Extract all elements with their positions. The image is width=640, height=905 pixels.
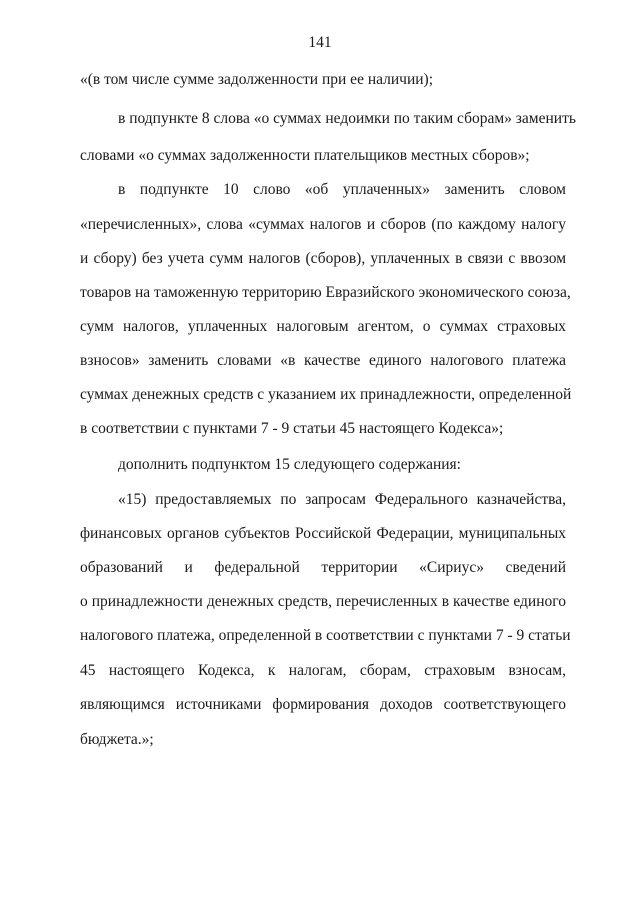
text-line: словами «о суммах задолженности плательщиков местных сборов»; <box>80 147 530 164</box>
text-line: «(в том числе сумме задолженности при ее наличии); <box>80 71 434 88</box>
text-line: бюджета.»; <box>80 731 154 748</box>
text-line: образований и федеральной территории «Сириус» сведений <box>80 559 566 576</box>
text-line: товаров на таможенную территорию Евразийского экономического союза, <box>80 284 571 301</box>
text-line: являющимся источниками формирования доходов соответствующего <box>80 696 566 713</box>
text-line: 45 настоящего Кодекса, к налогам, сборам, страховым взносам, <box>80 662 566 679</box>
text-line: в подпункте 8 слова «о суммах недоимки по таким сборам» заменить <box>118 110 576 127</box>
text-line: взносов» заменить словами «в качестве единого налогового платежа <box>80 352 566 369</box>
page-number: 141 <box>308 34 332 51</box>
text-line: «перечисленных», слова «суммах налогов и сборов (по каждому налогу <box>80 216 566 233</box>
text-line: в подпункте 10 слово «об уплаченных» заменить словом <box>118 181 566 198</box>
text-line: «15) предоставляемых по запросам Федерального казначейства, <box>118 491 566 508</box>
text-line: суммах денежных средств с указанием их принадлежности, определенной <box>80 386 572 403</box>
text-line: дополнить подпунктом 15 следующего содержания: <box>118 456 461 473</box>
text-line: финансовых органов субъектов Российской Федерации, муниципальных <box>80 525 566 542</box>
text-line: в соответствии с пунктами 7 - 9 статьи 45 настоящего Кодекса»; <box>80 420 504 437</box>
text-line: и сбору) без учета сумм налогов (сборов), уплаченных в связи с ввозом <box>80 250 566 267</box>
text-line: сумм налогов, уплаченных налоговым агентом, о суммах страховых <box>80 318 566 335</box>
text-line: налогового платежа, определенной в соответствии с пунктами 7 - 9 статьи <box>80 627 571 644</box>
text-line: о принадлежности денежных средств, перечисленных в качестве единого <box>80 593 566 610</box>
